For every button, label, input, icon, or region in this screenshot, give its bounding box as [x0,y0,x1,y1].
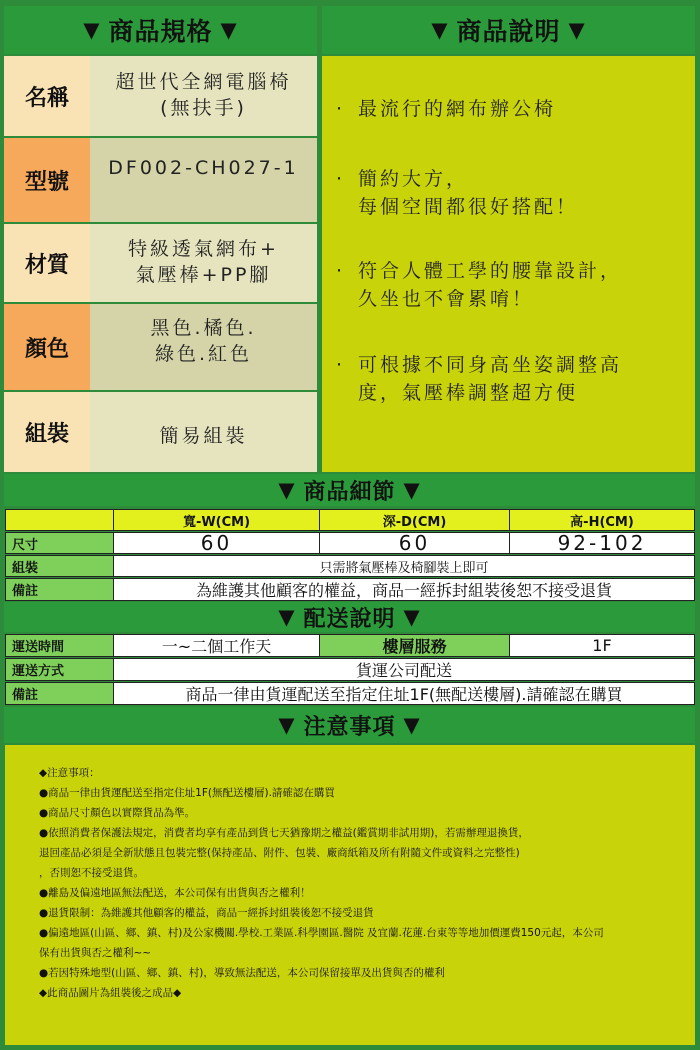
delivery-remark-value: 商品一律由貨運配送至指定住址1F(無配送樓層).請確認在購買 [185,685,623,704]
row-label: 組裝 [6,556,114,576]
note-line: ●退貨限制：為維護其他顧客的權益，商品一經拆封組裝後恕不接受退貨 [39,907,374,919]
delivery-time-value: 一~二個工作天 [114,635,320,656]
spec-row-name [4,56,317,136]
bullet-icon: · [336,98,346,120]
triangle-down-icon: ▼ [403,478,421,502]
detail-column-header-row [5,509,695,531]
empty-cell [6,510,114,530]
note-line: ，否則恕不接受退貨。 [39,867,144,879]
delivery-time-row [5,634,695,657]
spec-value-line: 超世代全網電腦椅 [115,71,292,94]
desc-line: 符合人體工學的腰靠設計， [358,260,623,282]
column-header: 寬-W(CM) [114,510,320,530]
detail-header [4,474,695,506]
desc-line: 久坐也不會累唷！ [358,287,535,310]
note-line: ●商品一律由貨運配送至指定住址1F(無配送樓層).請確認在購買 [39,787,335,799]
spec-label: 型號 [4,138,90,222]
triangle-down-icon: ▼ [220,18,238,42]
desc-line: 每個空間都很好搭配！ [358,195,579,218]
size-row [5,532,695,554]
detail-header-title: 商品細節 [303,479,396,505]
spec-value [90,224,317,302]
delivery-method-row [5,658,695,681]
bullet-icon: · [336,354,346,376]
spec-label: 顏色 [4,304,90,390]
note-line: ◆此商品圖片為組裝後之成品◆ [39,987,182,999]
triangle-down-icon: ▼ [278,478,296,502]
spec-row-assembly [4,392,317,472]
delivery-header-title: 配送說明 [303,606,396,632]
delivery-method-value: 貨運公司配送 [355,661,452,680]
bullet-icon: · [336,260,346,282]
assembly-row [5,555,695,577]
row-label: 備註 [6,579,114,600]
description-panel [322,56,695,472]
note-line: ●離島及偏遠地區無法配送，本公司保有出貨與否之權利！ [39,887,311,899]
spec-value-line: DF002-CH027-1 [108,157,299,179]
note-line: ●商品尺寸顏色以實際貨品為準。 [39,807,196,819]
spec-value-line: 簡易組裝 [159,425,248,448]
notice-panel [5,745,695,1045]
floor-value: 1F [592,636,612,655]
spec-value-line: 綠色.紅色 [154,342,253,365]
triangle-down-icon: ▼ [278,713,296,737]
spec-value-line: 黑色.橘色. [150,317,257,339]
spec-value-line: 氣壓棒+PP腳 [135,264,272,286]
detail-remark-row [5,578,695,601]
notice-header [4,707,695,743]
spec-value [90,392,317,472]
assembly-value: 只需將氣壓棒及椅腳裝上即可 [319,560,489,576]
triangle-down-icon: ▼ [278,605,296,629]
detail-remark-value: 為維護其他顧客的權益，商品一經拆封組裝後恕不接受退貨 [195,581,612,600]
row-label: 運送時間 [6,635,114,656]
spec-value [90,56,317,136]
triangle-down-icon: ▼ [403,713,421,737]
triangle-down-icon: ▼ [431,18,449,42]
spec-label: 材質 [4,224,90,302]
triangle-down-icon: ▼ [403,605,421,629]
spec-row-model [4,138,317,222]
desc-item [336,352,685,407]
note-line: ●依照消費者保護法規定，消費者均享有產品到貨七天猶豫期之權益(鑑賞期非試用期)，若需辦理退換貨， [39,827,529,839]
desc-line: 簡約大方， [358,168,469,190]
desc-line: 可根據不同身高坐姿調整高 [358,354,623,376]
spec-label: 名稱 [4,56,90,136]
column-header: 深-D(CM) [320,510,510,530]
spec-header-title: 商品規格 [108,17,213,46]
note-line: ●偏遠地區(山區、鄉、鎮、村)及公家機關.學校.工業區.科學園區.醫院 及宜蘭.花蓮.台東等等地加價運費150元起，本公司 [39,927,604,939]
triangle-down-icon: ▼ [83,18,101,42]
spec-row-material [4,224,317,302]
spec-value-line: 特級透氣網布+ [128,238,279,261]
row-label: 尺寸 [6,533,114,553]
desc-header-title: 商品說明 [456,17,561,46]
row-label: 備註 [6,683,114,704]
spec-value-line: (無扶手) [160,97,247,119]
triangle-down-icon: ▼ [568,18,586,42]
desc-line: 度，氣壓棒調整超方便 [358,381,579,404]
notice-header-title: 注意事項 [303,714,396,740]
size-width: 60 [114,533,320,553]
desc-header [322,6,695,54]
floor-label: 樓層服務 [320,635,510,656]
spec-label: 組裝 [4,392,90,472]
desc-item [336,166,685,221]
note-line: ●若因特殊地型(山區、鄉、鎮、村)，導致無法配送，本公司保留接單及出貨與否的權利 [39,967,445,979]
desc-item [336,96,685,124]
note-line: 保有出貨與否之權利~~ [39,947,152,959]
desc-line: 最流行的網布辦公椅 [358,98,557,120]
size-depth: 60 [320,533,510,553]
spec-value [90,138,317,222]
delivery-remark-row [5,682,695,705]
note-line: 退回產品必須是全新狀態且包裝完整(保持產品、附件、包裝、廠商紙箱及所有附隨文件或資料之完整性) [39,847,520,859]
spec-value [90,304,317,390]
note-line: ◆注意事項： [39,767,100,779]
desc-item [336,258,685,313]
row-label: 運送方式 [6,659,114,680]
spec-row-color [4,304,317,390]
spec-header [4,6,317,54]
bullet-icon: · [336,168,346,190]
column-header: 高-H(CM) [510,510,694,530]
size-height: 92-102 [557,533,647,553]
delivery-header [4,602,695,632]
